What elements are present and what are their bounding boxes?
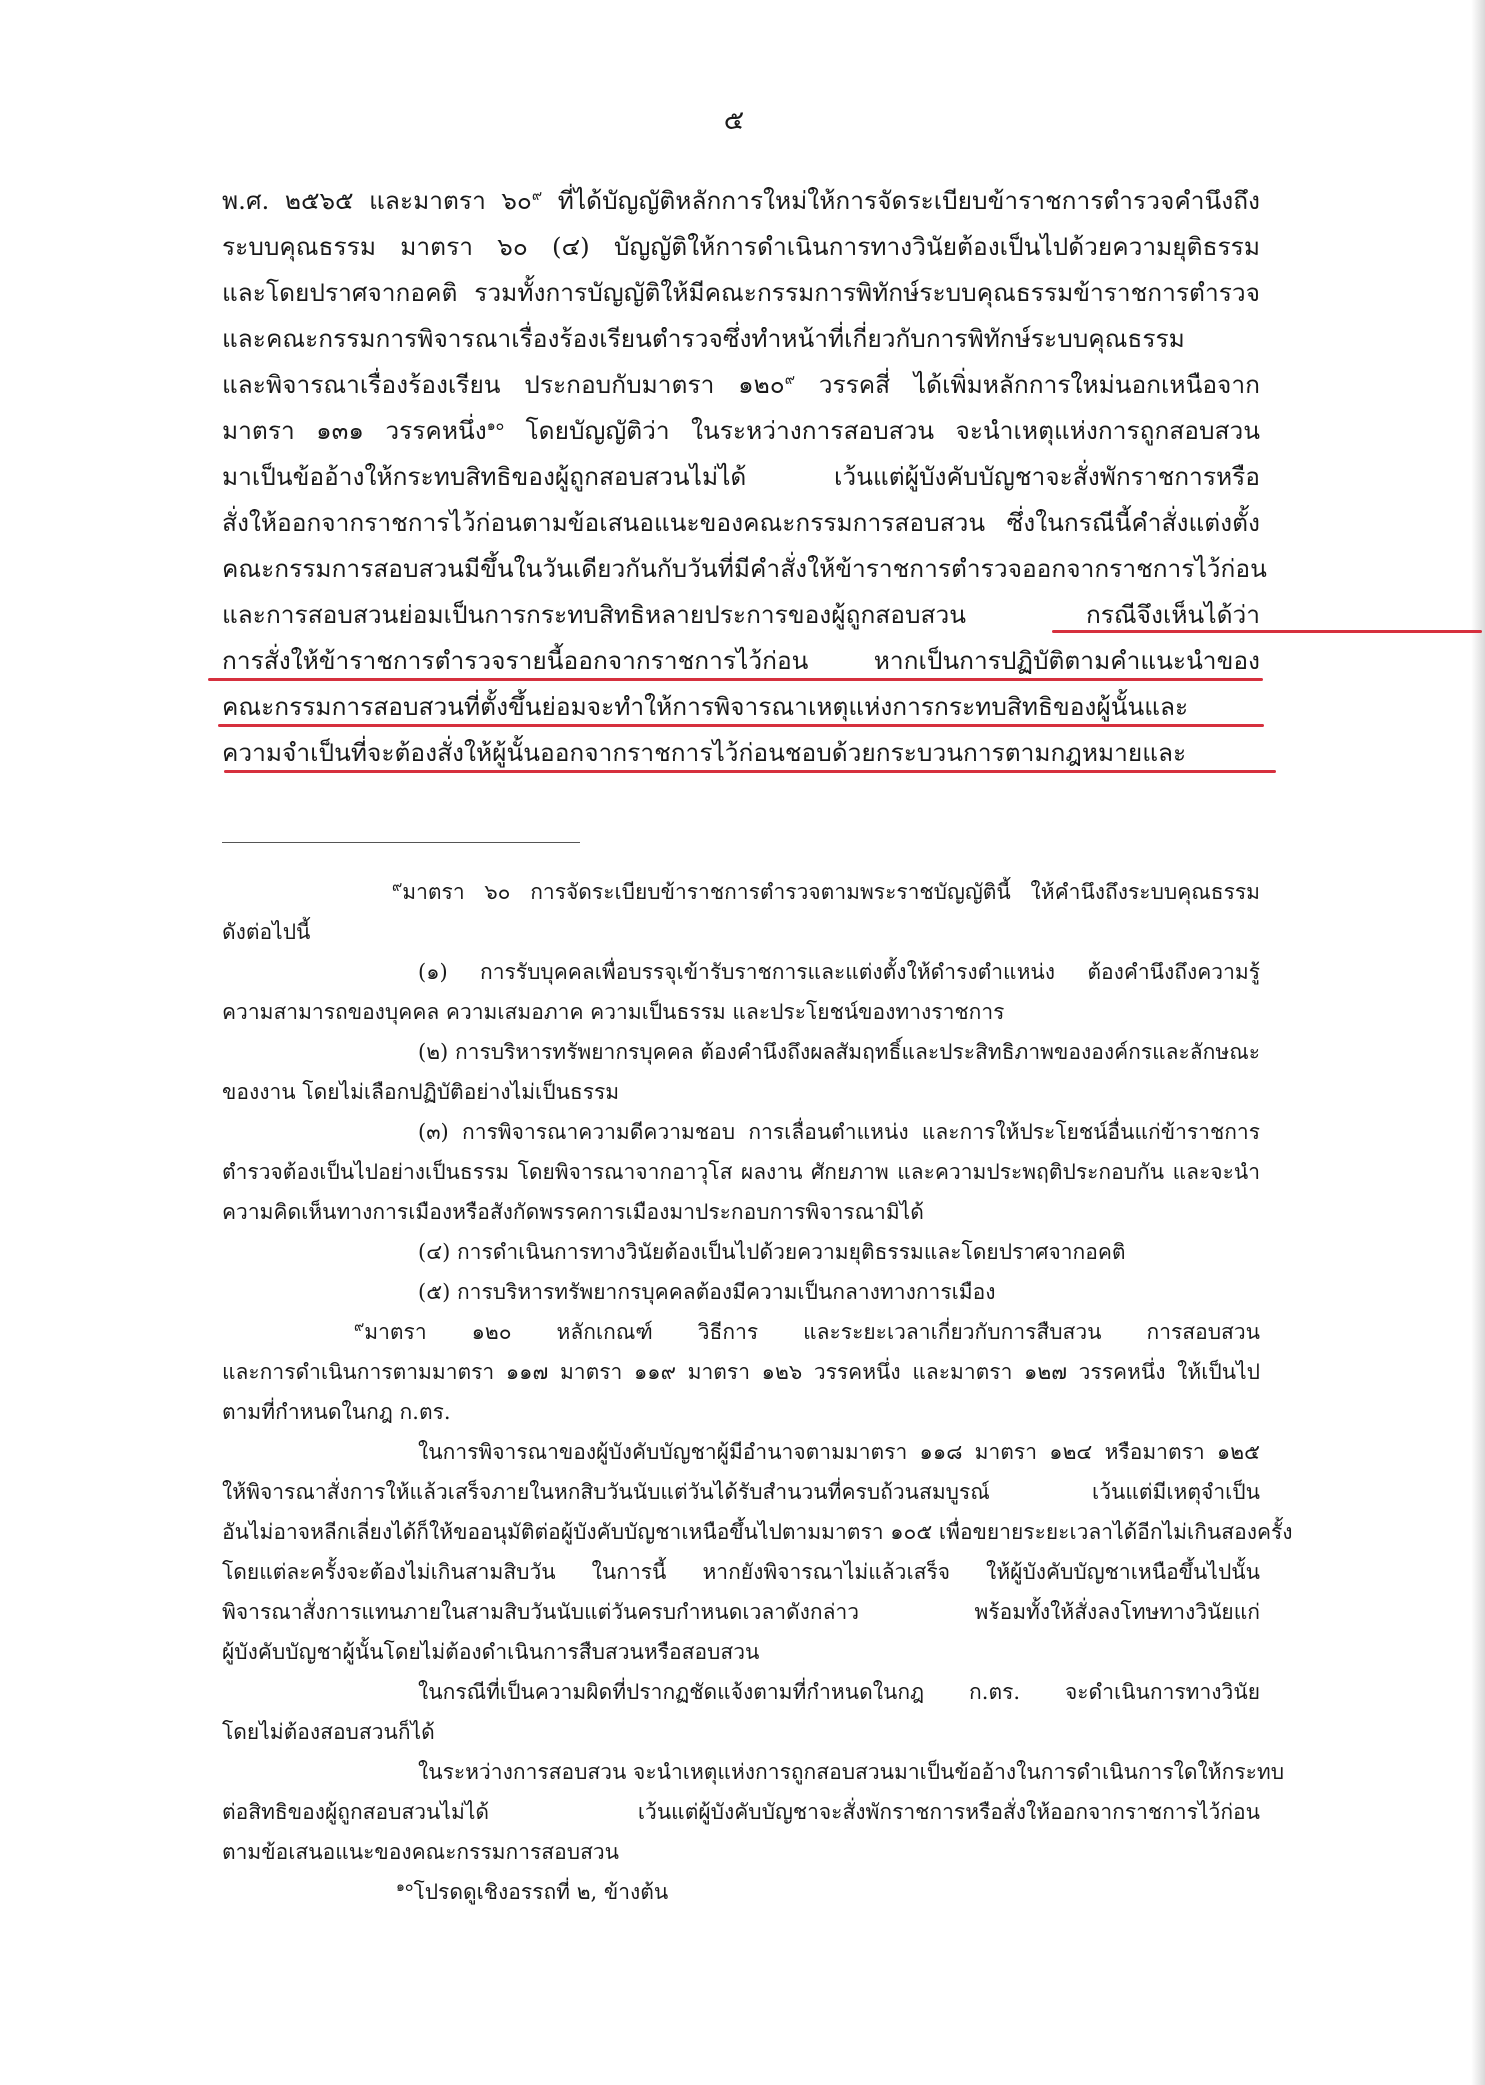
body-line: และการสอบสวนย่อมเป็นการกระทบสิทธิหลายประการของผู้ถูกสอบสวน กรณีจึงเห็นได้ว่า <box>222 592 1260 638</box>
footnote-ref: ๙ <box>531 187 543 204</box>
body-line: การสั่งให้ข้าราชการตำรวจรายนี้ออกจากราชการไว้ก่อน หากเป็นการปฏิบัติตามคำแนะนำของ <box>222 638 1260 684</box>
body-line: สั่งให้ออกจากราชการไว้ก่อนตามข้อเสนอแนะของคณะกรรมการสอบสวน ซึ่งในกรณีนี้คำสั่งแต่งตั้ง <box>222 508 1260 537</box>
footnote-line: ตำรวจต้องเป็นไปอย่างเป็นธรรม โดยพิจารณาจากอาวุโส ผลงาน ศักยภาพ และความประพฤติประกอบกัน และจะนำ <box>222 1160 1260 1184</box>
red-underline <box>1052 630 1482 633</box>
body-line: มาตรา ๑๓๑ วรรคหนึ่ง$^{๑๐}$ โดยบัญญัติว่า ในระหว่างการสอบสวน จะนำเหตุแห่งการถูกสอบสวน <box>222 416 1260 445</box>
footnote-line: (๓) การพิจารณาความดีความชอบ การเลื่อนตำแหน่ง และการให้ประโยชน์อื่นแก่ข้าราชการ <box>418 1120 1260 1144</box>
footnote-line: อันไม่อาจหลีกเลี่ยงได้ก็ให้ขออนุมัติต่อผู้บังคับบัญชาเหนือขึ้นไปตามมาตรา ๑๐๕ เพื่อขยายระยะเวลาได้อีกไม่เกินสองครั้ง <box>222 1520 1293 1544</box>
footnote-line: ของงาน โดยไม่เลือกปฏิบัติอย่างไม่เป็นธรรม <box>222 1080 620 1104</box>
footnote-mark: ๙ <box>354 1319 365 1335</box>
highlighted-phrase: กรณีจึงเห็นได้ว่า <box>1085 600 1260 629</box>
footnote-line: ตามข้อเสนอแนะของคณะกรรมการสอบสวน <box>222 1840 620 1864</box>
body-line: ระบบคุณธรรม มาตรา ๖๐ (๔) บัญญัติให้การดำเนินการทางวินัยต้องเป็นไปด้วยความยุติธรรม <box>222 232 1260 261</box>
footnote-line: (๔) การดำเนินการทางวินัยต้องเป็นไปด้วยความยุติธรรมและโดยปราศจากอคติ <box>418 1240 1126 1264</box>
footnote-mark: ๙ <box>392 879 403 895</box>
footnote-line: ให้พิจารณาสั่งการให้แล้วเสร็จภายในหกสิบวันนับแต่วันได้รับสำนวนที่ครบถ้วนสมบูรณ์ เว้นแต่มีเหตุจำเป็น <box>222 1480 1260 1504</box>
footnote-line: พิจารณาสั่งการแทนภายในสามสิบวันนับแต่วันครบกำหนดเวลาดังกล่าว พร้อมทั้งให้สั่งลงโทษทางวินัยแก่ <box>222 1600 1260 1624</box>
footnote-ref: ๙ <box>784 371 795 388</box>
body-line: และพิจารณาเรื่องร้องเรียน ประกอบกับมาตรา ๑๒๐$^๙$ วรรคสี่ ได้เพิ่มหลักการใหม่นอกเหนือจาก <box>222 370 1260 399</box>
footnote-mark: ๑๐ <box>396 1879 414 1895</box>
footnote-ref: ๑๐ <box>486 417 505 434</box>
footnote-line: ความสามารถของบุคคล ความเสมอภาค ความเป็นธรรม และประโยชน์ของทางราชการ <box>222 1000 1005 1024</box>
footnote-line: ความคิดเห็นทางการเมืองหรือสังกัดพรรคการเมืองมาประกอบการพิจารณามิได้ <box>222 1200 924 1224</box>
footnote-line: (๕) การบริหารทรัพยากรบุคคลต้องมีความเป็นกลางทางการเมือง <box>418 1280 996 1304</box>
body-text <box>222 178 1267 776</box>
footnotes <box>222 872 1293 1912</box>
footnote-line: ต่อสิทธิของผู้ถูกสอบสวนไม่ได้ เว้นแต่ผู้บังคับบัญชาจะสั่งพักราชการหรือสั่งให้ออกจากราชการไว้ก่อน <box>222 1800 1260 1824</box>
footnote-line: ผู้บังคับบัญชาผู้นั้นโดยไม่ต้องดำเนินการสืบสวนหรือสอบสวน <box>222 1640 760 1664</box>
footnote-line: โดยแต่ละครั้งจะต้องไม่เกินสามสิบวัน ในการนี้ หากยังพิจารณาไม่แล้วเสร็จ ให้ผู้บังคับบัญชาเหนือขึ้นไปนั้น <box>222 1560 1260 1584</box>
footnote-line: ในกรณีที่เป็นความผิดที่ปรากฏชัดแจ้งตามที่กำหนดในกฎ ก.ตร. จะดำเนินการทางวินัย <box>418 1680 1260 1704</box>
page-edge-shadow <box>1471 0 1485 2085</box>
body-line: และคณะกรรมการพิจารณาเรื่องร้องเรียนตำรวจซึ่งทำหน้าที่เกี่ยวกับการพิทักษ์ระบบคุณธรรม <box>222 324 1185 353</box>
footnote-line: ดังต่อไปนี้ <box>222 920 311 944</box>
red-underline <box>208 678 1263 681</box>
body-line: คณะกรรมการสอบสวนที่ตั้งขึ้นย่อมจะทำให้การพิจารณาเหตุแห่งการกระทบสิทธิของผู้นั้นและ <box>222 684 1260 730</box>
red-underline <box>224 770 1276 773</box>
body-line: และโดยปราศจากอคติ รวมทั้งการบัญญัติให้มีคณะกรรมการพิทักษ์ระบบคุณธรรมข้าราชการตำรวจ <box>222 278 1260 307</box>
body-line: คณะกรรมการสอบสวนมีขึ้นในวันเดียวกันกับวันที่มีคำสั่งให้ข้าราชการตำรวจออกจากราชการไว้ก่อน <box>222 554 1267 583</box>
footnote-line: (๒) การบริหารทรัพยากรบุคคล ต้องคำนึงถึงผลสัมฤทธิ์และประสิทธิภาพขององค์กรและลักษณะ <box>418 1040 1260 1064</box>
footnote-line: $^๙$มาตรา ๖๐ การจัดระเบียบข้าราชการตำรวจตามพระราชบัญญัตินี้ ให้คำนึงถึงระบบคุณธรรม <box>392 879 1260 904</box>
footnote-line: และการดำเนินการตามมาตรา ๑๑๗ มาตรา ๑๑๙ มาตรา ๑๒๖ วรรคหนึ่ง และมาตรา ๑๒๗ วรรคหนึ่ง ให้เป็นไป <box>222 1360 1260 1384</box>
red-underline <box>218 724 1264 727</box>
footnote-line: ในระหว่างการสอบสวน จะนำเหตุแห่งการถูกสอบสวนมาเป็นข้ออ้างในการดำเนินการใดให้กระทบ <box>418 1760 1285 1784</box>
footnote-line: ตามที่กำหนดในกฎ ก.ตร. <box>222 1400 451 1424</box>
body-line: มาเป็นข้ออ้างให้กระทบสิทธิของผู้ถูกสอบสวนไม่ได้ เว้นแต่ผู้บังคับบัญชาจะสั่งพักราชการหรือ <box>222 462 1260 491</box>
body-line: ความจำเป็นที่จะต้องสั่งให้ผู้นั้นออกจากราชการไว้ก่อนชอบด้วยกระบวนการตามกฎหมายและ <box>222 730 1260 776</box>
body-line: พ.ศ. ๒๕๖๕ และมาตรา ๖๐$^๙$ ที่ได้บัญญัติหลักการใหม่ให้การจัดระเบียบข้าราชการตำรวจคำนึงถึง <box>222 186 1260 215</box>
footnote-line: $^๙$มาตรา ๑๒๐ หลักเกณฑ์ วิธีการ และระยะเวลาเกี่ยวกับการสืบสวน การสอบสวน <box>354 1319 1260 1344</box>
footnote-line: ในการพิจารณาของผู้บังคับบัญชาผู้มีอำนาจตามมาตรา ๑๑๘ มาตรา ๑๒๔ หรือมาตรา ๑๒๕ <box>418 1440 1260 1464</box>
footnote-separator <box>222 842 580 843</box>
footnote-line: $^{๑๐}$โปรดดูเชิงอรรถที่ ๒, ข้างต้น <box>396 1879 669 1904</box>
page-number: ๕ <box>723 105 745 136</box>
footnote-line: (๑) การรับบุคคลเพื่อบรรจุเข้ารับราชการและแต่งตั้งให้ดำรงตำแหน่ง ต้องคำนึงถึงความรู้ <box>418 960 1260 984</box>
footnote-line: โดยไม่ต้องสอบสวนก็ได้ <box>222 1720 435 1744</box>
